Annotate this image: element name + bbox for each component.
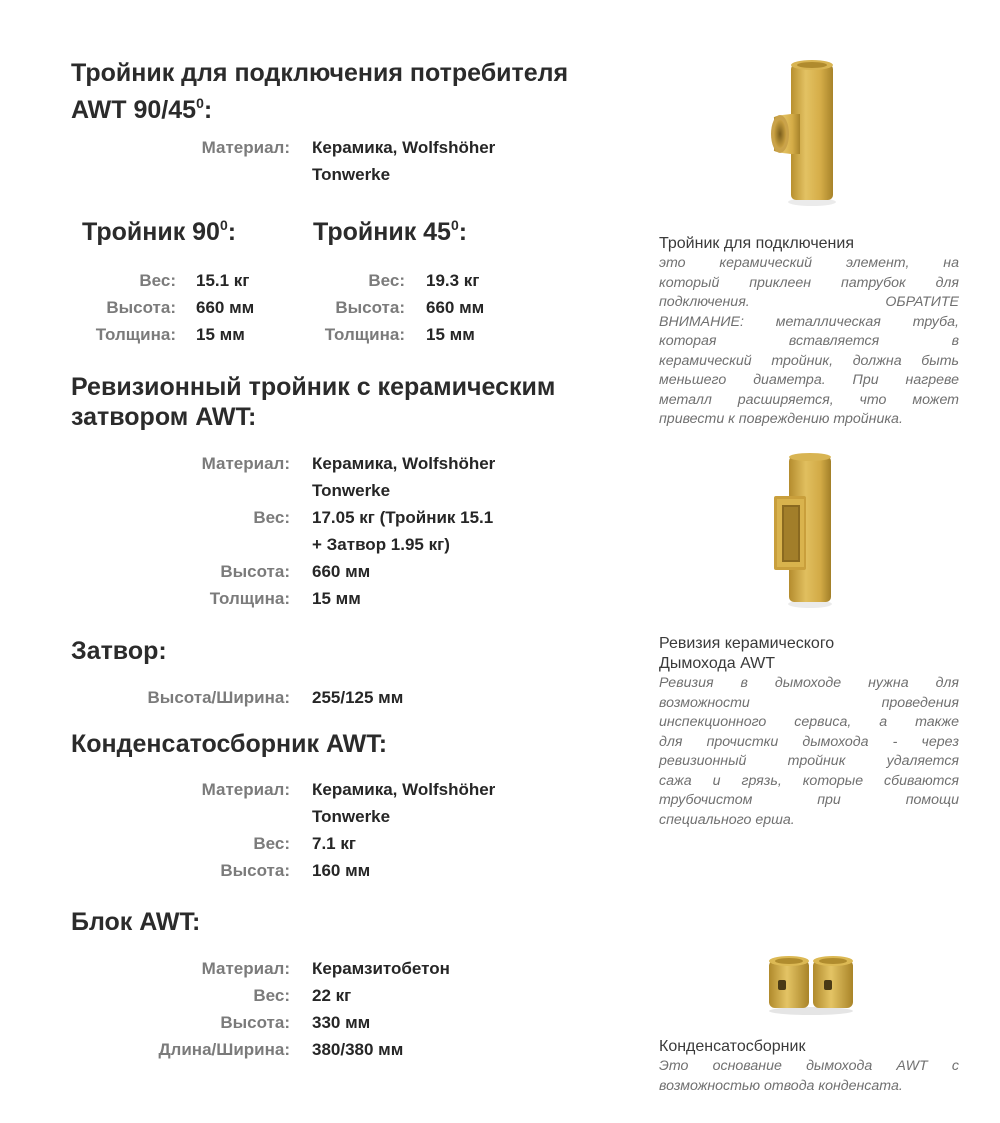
spec-label — [100, 531, 290, 558]
spec-label: Высота: — [220, 1013, 290, 1032]
spec-value: 22 кг — [312, 986, 352, 1005]
tee-title-line2: AWT $90/45^0$: — [71, 95, 213, 124]
revision-caption-title-line1: Ревизия керамического — [659, 635, 835, 652]
spec-value: 380/380 мм — [312, 1040, 404, 1059]
spec-label: Материал: — [201, 959, 290, 978]
spec-value: 17.05 кг (Тройник 15.1 — [312, 508, 494, 527]
shutter-title: Затвор: — [71, 637, 167, 665]
spec-value: + Затвор 1.95 кг) — [312, 535, 450, 554]
spec-label: Высота: — [106, 298, 176, 317]
spec-label: Высота/Ширина: — [147, 688, 290, 707]
spec-label: Высота: — [335, 298, 405, 317]
condensate-image — [763, 952, 859, 1016]
condensate-caption-text — [659, 1057, 959, 1096]
spec-value: 19.3 кг — [426, 271, 480, 290]
spec-label: Вес: — [253, 508, 290, 527]
spec-label — [100, 477, 290, 504]
spec-label: Вес: — [368, 271, 405, 290]
tee-image — [760, 58, 840, 208]
spec-label — [100, 803, 290, 830]
caption-line: возможностью отвода конденсата. — [659, 1077, 903, 1094]
tee-caption-text — [659, 254, 959, 430]
caption-line: сажа и грязь, которые сбиваются — [659, 772, 959, 789]
spec-value: 660 мм — [312, 562, 371, 581]
spec-value: Tonwerke — [312, 807, 391, 826]
caption-line: ревизионный тройник удаляется — [659, 753, 959, 769]
spec-value: 660 мм — [196, 298, 255, 317]
revision-caption-title-line2: Дымохода AWT — [659, 655, 776, 672]
revision-title-line1: Ревизионный тройник с керамическим — [71, 373, 556, 401]
revision-caption-text — [659, 674, 959, 830]
spec-label: Толщина: — [95, 325, 176, 344]
caption-line: меньшего диаметра. При нагреве — [659, 372, 959, 388]
caption-line: подключения. ОБРАТИТЕ — [659, 294, 959, 310]
tee-material-value-line2: Tonwerke — [312, 165, 391, 184]
caption-line: это керамический элемент, на — [659, 255, 959, 271]
block-title: Блок AWT: — [71, 908, 201, 936]
spec-label: Вес: — [253, 834, 290, 853]
spec-value: 15 мм — [196, 325, 245, 344]
tee-material-value-line1: Керамика, Wolfshöher — [312, 138, 496, 157]
revision-caption — [659, 634, 959, 830]
spec-value: 255/125 мм — [312, 688, 404, 707]
caption-line: инспекционного сервиса, а также — [659, 714, 959, 730]
spec-label: Толщина: — [209, 589, 290, 608]
caption-line: который приклеен патрубок для — [659, 274, 959, 291]
spec-label: Материал: — [201, 454, 290, 473]
spec-value: 660 мм — [426, 298, 485, 317]
caption-line: привести к повреждению тройника. — [659, 411, 903, 427]
tee-material-value — [312, 134, 572, 188]
tee-caption — [659, 234, 959, 430]
spec-value: Керамика, Wolfshöher — [312, 780, 496, 799]
caption-line: керамический тройник, должна быть — [659, 352, 959, 369]
spec-value: Керамзитобетон — [312, 959, 450, 978]
spec-label: Длина/Ширина: — [158, 1040, 290, 1059]
tee-material-label: Материал: — [201, 138, 290, 157]
caption-line: металл расширяется, что может — [659, 391, 959, 408]
tee90-title: Тройник $90^0$: — [82, 217, 237, 246]
caption-line: ВНИМАНИЕ: металлическая труба, — [659, 313, 959, 330]
caption-line: Ревизия в дымоходе нужна для — [659, 675, 959, 691]
caption-line: специального ерша. — [659, 811, 795, 828]
revision-title — [71, 372, 631, 432]
spec-label: Высота: — [220, 562, 290, 581]
caption-line: возможности проведения — [659, 694, 959, 711]
caption-line: трубочистом при помощи — [659, 792, 959, 808]
spec-value: Tonwerke — [312, 481, 391, 500]
spec-label: Толщина: — [324, 325, 405, 344]
condensate-title: Конденсатосборник AWT: — [71, 730, 388, 758]
spec-label: Высота: — [220, 861, 290, 880]
spec-value: 160 мм — [312, 861, 371, 880]
spec-value: Керамика, Wolfshöher — [312, 454, 496, 473]
spec-value: 330 мм — [312, 1013, 371, 1032]
condensate-caption — [659, 1037, 959, 1096]
revision-tee-image — [768, 452, 838, 610]
caption-line: которая вставляется в — [659, 333, 959, 349]
tee-title — [71, 58, 631, 125]
caption-line: для прочистки дымохода - через — [659, 733, 959, 750]
spec-value: 15.1 кг — [196, 271, 250, 290]
spec-label: Материал: — [201, 780, 290, 799]
tee-title-line1: Тройник для подключения потребителя — [71, 59, 569, 87]
revision-title-line2: затвором AWT: — [71, 403, 257, 431]
tee-caption-title: Тройник для подключения — [659, 235, 854, 252]
spec-label: Вес: — [139, 271, 176, 290]
caption-line: Это основание дымохода AWT с — [659, 1058, 959, 1074]
spec-value: 15 мм — [312, 589, 361, 608]
spec-value: 15 мм — [426, 325, 475, 344]
spec-value: 7.1 кг — [312, 834, 356, 853]
spec-label: Вес: — [253, 986, 290, 1005]
tee45-title: Тройник $45^0$: — [313, 217, 468, 246]
condensate-caption-title: Конденсатосборник — [659, 1038, 806, 1055]
